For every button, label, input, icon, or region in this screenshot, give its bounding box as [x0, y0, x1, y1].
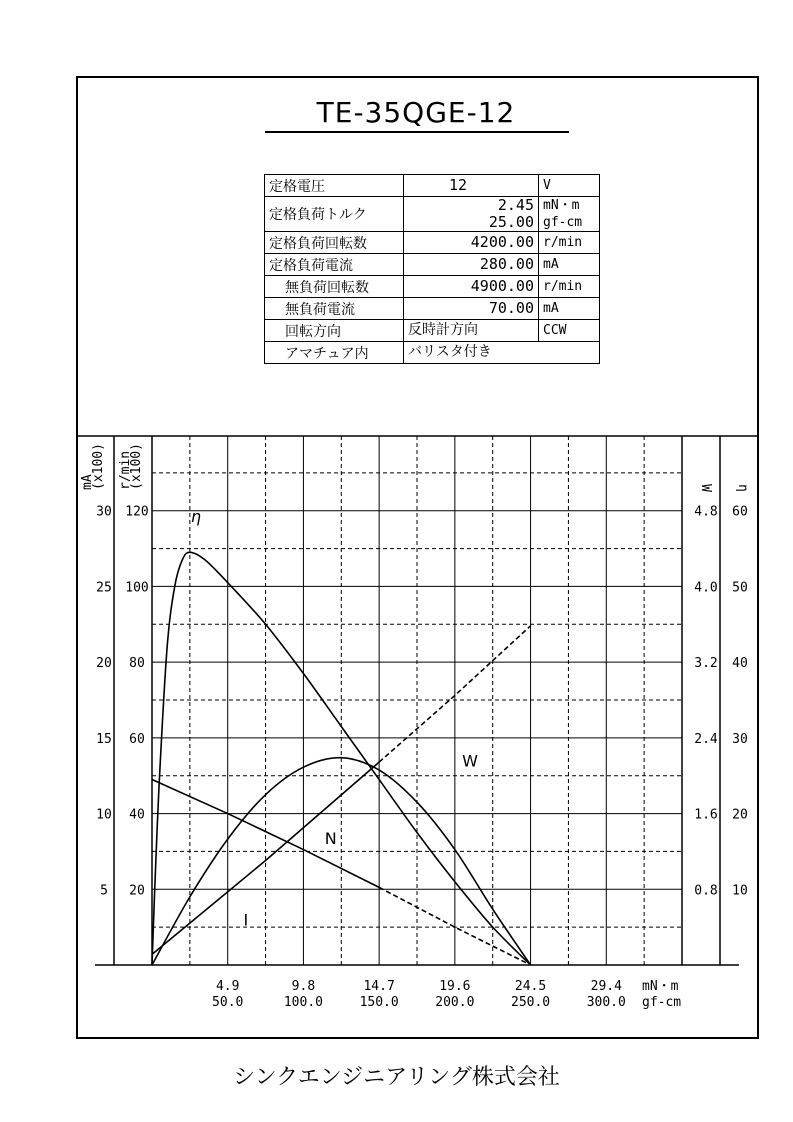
curve-label-W: W [462, 751, 478, 771]
page-title: TE-35QGE-12 [316, 96, 516, 129]
spec-value-text: バリスタ付き [408, 344, 492, 360]
y-tick-label: 40 [129, 807, 145, 823]
y-tick-label: 50 [732, 580, 748, 596]
axis-unit-sublabel: (x100) [129, 443, 144, 490]
company-name: シンクエンジニアリング株式会社 [233, 1065, 560, 1090]
x-tick-labels [212, 979, 681, 1010]
y-tick-label: 1.6 [694, 807, 718, 823]
x-tick-torque: 9.8 [291, 979, 316, 994]
spec-value-text: 4900.00 [470, 277, 534, 295]
axis-unit-label: W [698, 484, 713, 492]
spec-label: 定格負荷回転数 [265, 232, 404, 254]
y-tick-label: 25 [96, 580, 112, 596]
y-tick-label: 3.2 [694, 656, 718, 672]
y-tick-label: 10 [96, 807, 112, 823]
x-tick-torque: 24.5 [514, 979, 547, 994]
spec-value-text: 12 [448, 176, 468, 194]
chart-grid [152, 436, 682, 965]
y-tick-label: 4.8 [694, 504, 718, 520]
spec-value-text: 280.00 [479, 255, 534, 273]
y-tick-label: 4.0 [694, 580, 718, 596]
spec-label: アマチュア内 [265, 342, 404, 364]
y-tick-label: 0.8 [694, 883, 718, 899]
spec-unit-text: gf-cm [543, 215, 583, 230]
spec-value-text: 4200.00 [470, 233, 534, 251]
y-tick-label: 10 [732, 883, 748, 899]
spec-value-text: 70.00 [488, 299, 534, 317]
spec-value-text: 25.00 [488, 213, 534, 231]
x-unit-gfcm: gf-cm [642, 995, 682, 1010]
spec-label: 無負荷電流 [265, 298, 404, 320]
x-tick-gfcm: 250.0 [511, 995, 551, 1010]
spec-label: 定格電圧 [265, 175, 404, 197]
curve-labels [191, 507, 478, 930]
x-unit-torque: mN・m [642, 979, 679, 994]
x-tick-torque: 29.4 [590, 979, 622, 994]
spec-unit-text: CCW [543, 323, 567, 338]
axis-unit-label: η [735, 484, 750, 492]
x-tick-gfcm: 100.0 [283, 995, 323, 1010]
y-tick-label: 5 [100, 883, 108, 899]
curve-label-I: I [243, 910, 249, 930]
axis-unit-label: r/min [118, 450, 133, 490]
x-tick-gfcm: 300.0 [586, 995, 626, 1010]
spec-unit-text: mA [543, 301, 559, 316]
y-tick-label: 30 [96, 504, 112, 520]
spec-value-text: 2.45 [497, 196, 534, 214]
spec-unit-text: mN・m [543, 198, 580, 213]
y-tick-label: 30 [732, 731, 748, 747]
y-tick-label: 100 [125, 580, 149, 596]
y-tick-label: 60 [129, 731, 145, 747]
spec-label: 回転方向 [265, 320, 404, 342]
x-tick-torque: 4.9 [215, 979, 240, 994]
y-tick-label: 20 [732, 807, 748, 823]
curve-label-eta: η [190, 507, 201, 527]
y-tick-label: 20 [96, 656, 112, 672]
curve-label-N: N [324, 828, 337, 848]
y-tick-label: 20 [129, 883, 145, 899]
spec-label: 無負荷回転数 [265, 276, 404, 298]
x-tick-gfcm: 200.0 [435, 995, 475, 1010]
y-tick-label: 2.4 [694, 731, 718, 747]
axis-unit-sublabel: (x100) [91, 443, 106, 490]
spec-unit-text: V [543, 178, 551, 193]
spec-value-text: 反時計方向 [408, 322, 478, 338]
y-tick-label: 15 [96, 731, 112, 747]
x-tick-gfcm: 150.0 [359, 995, 399, 1010]
spec-unit-text: r/min [543, 279, 583, 294]
spec-label: 定格負荷電流 [265, 254, 404, 276]
y-tick-label: 60 [732, 504, 748, 520]
y-tick-label: 80 [129, 656, 145, 672]
x-tick-gfcm: 50.0 [212, 995, 244, 1010]
spec-unit-text: r/min [543, 235, 583, 250]
x-tick-torque: 14.7 [363, 979, 395, 994]
spec-unit-text: mA [543, 257, 559, 272]
y-tick-label: 120 [125, 504, 149, 520]
spec-label: 定格負荷トルク [265, 197, 404, 232]
x-tick-torque: 19.6 [439, 979, 471, 994]
axis-unit-label: mA [80, 474, 95, 490]
y-tick-label: 40 [732, 656, 748, 672]
